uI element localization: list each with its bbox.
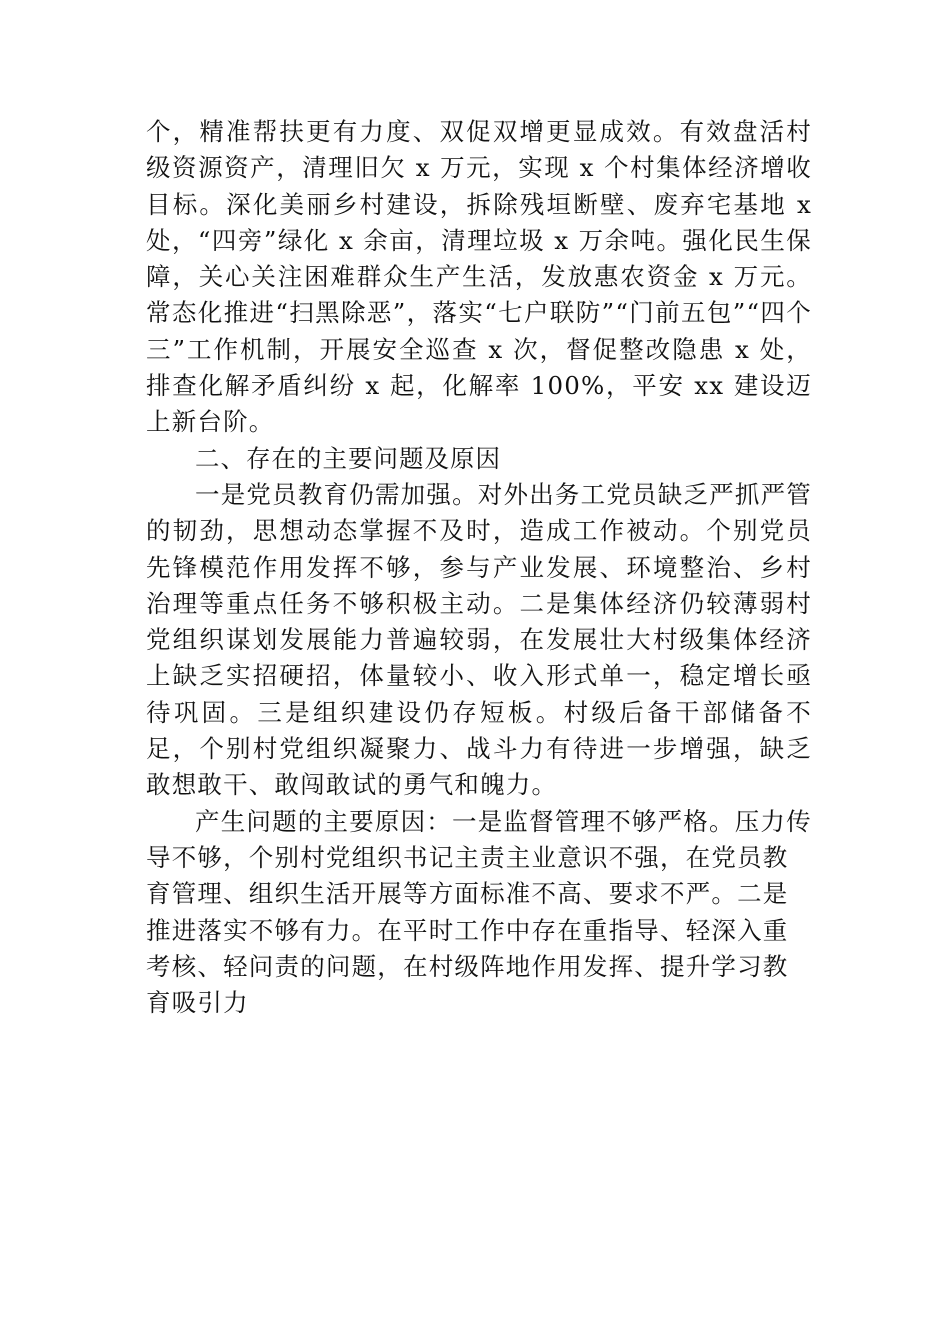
paragraph-problems: 一是党员教育仍需加强。对外出务工党员缺乏严抓严管的韧劲，思想动态掌握不及时，造成工作被动。个别党员先锋模范作用发挥不够，参与产业发展、环境整治、乡村治理等重点任务不够积极主动。二是集体经济仍较薄弱村党组织谋划发展能力普遍较弱，在发展壮大村级集体经济上缺乏实招硬招，体量较小、收入形式单一，稳定增长亟待巩固。三是组织建设仍存短板。村级后备干部储备不足，个别村党组织凝聚力、战斗力有待进一步增强，缺乏敢想敢干、敢闯敢试的勇气和魄力。	[146, 479, 812, 800]
paragraph-achievements: 个，精准帮扶更有力度、双促双增更显成效。有效盘活村级资源资产，清理旧欠 x 万元，实现 x 个村集体经济增收目标。深化美丽乡村建设，拆除残垣断壁、废弃宅基地 x 处，“四旁”绿化 x 余亩，清理垃圾 x 万余吨。强化民生保障，关心关注困难群众生产生活，发放惠农资金 x 万元。常态化推进“扫黑除恶”，落实“七户联防”“门前五包”“四个三”工作机制，开展安全巡查 x 次，督促整改隐患 x 处，排查化解矛盾纠纷 x 起，化解率 100%，平安 xx 建设迈上新台阶。	[146, 117, 812, 437]
section-heading-problems: 二、存在的主要问题及原因	[195, 443, 501, 473]
paragraph-causes: 产生问题的主要原因：一是监督管理不够严格。压力传导不够，个别村党组织书记主责主业意识不强，在党员教育管理、组织生活开展等方面标准不高、要求不严。二是推进落实不够有力。在平时工作中存在重指导、轻深入重考核、轻问责的问题，在村级阵地作用发挥、提升学习教育吸引力	[146, 806, 812, 1018]
document-body	[146, 114, 812, 1021]
